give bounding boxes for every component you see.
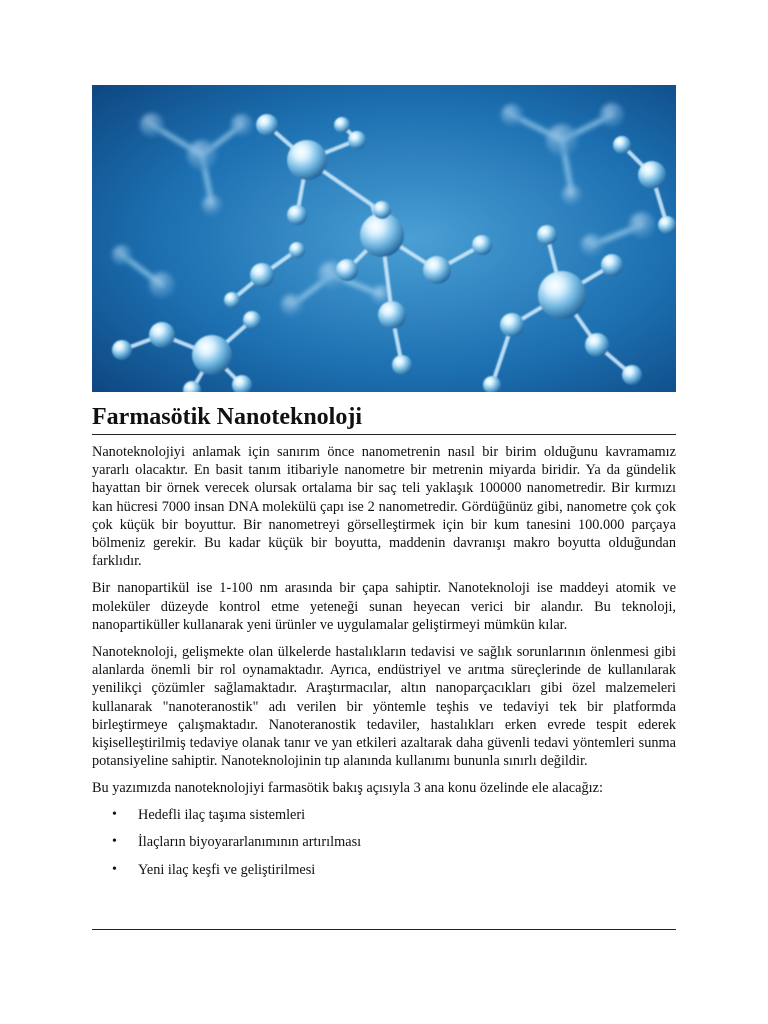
list-item-text: Yeni ilaç keşfi ve geliştirilmesi — [138, 861, 316, 878]
list-item-text: İlaçların biyoyararlanımının artırılması — [138, 834, 362, 851]
topics-intro-paragraph: Bu yazımızda nanoteknolojiyi farmasötik bakış açısıyla 3 ana konu özelinde ele alacağız: — [92, 780, 603, 797]
intro-paragraph: Nanoteknolojiyi anlamak için sanırım önce nanometrenin nasıl bir birim olduğunu kavramamız yararlı olacaktır. En basit tanım itibariyle nanometre bir metrenin miyarda biridir. Ya da gündelik hayattan bir örnek verecek olursak ortalama bir saç teli yaklaşık 100000 nanometredir. Bir kırmızı kan hücresi 7000 insan DNA molekülü çapı ise 2 nanometredir. Gördüğünüz gibi, nanometre çok çok çok küçük bir boyuttur. Bir nanometreyi görselleştirmek için bir kum tanesini 100.000 parçaya bölmeniz gerekir. Bu kadar küçük bir boyutta, maddenin davranışı makro boyutta olduğundan farklıdır. — [92, 444, 676, 570]
list-item — [92, 806, 676, 824]
molecule-hero-image — [92, 85, 676, 392]
list-item — [92, 861, 676, 879]
bullet-icon: • — [112, 861, 117, 877]
document-page — [92, 85, 676, 888]
nanoparticle-paragraph: Bir nanopartikül ise 1-100 nm arasında bir çapa sahiptir. Nanoteknoloji ise maddeyi atomik ve moleküler düzeyde kontrol etme yeteneği sunan heyecan verici bir alandır. Bu teknoloji, nanopartiküller kullanarak yeni ürünler ve uygulamalar geliştirmeyi mümkün kılar. — [92, 580, 676, 633]
article-title: Farmasötik Nanoteknoloji — [92, 402, 676, 435]
list-item-text: Hedefli ilaç taşıma sistemleri — [138, 806, 306, 823]
page-end-divider — [92, 929, 676, 930]
topics-list — [92, 806, 676, 879]
bullet-icon: • — [112, 834, 117, 850]
list-item — [92, 833, 676, 851]
applications-paragraph: Nanoteknoloji, gelişmekte olan ülkelerde hastalıkların tedavisi ve sağlık sorunlarının önlenmesi gibi alanlarda önemli bir rol oynamaktadır. Ayrıca, endüstriyel ve arıtma süreçlerinde de kullanılarak yenilikçi çözümler sağlamaktadır. Araştırmacılar, altın nanoparçacıkları gibi özel malzemeleri kullanarak "nanoteranostik" adı verilen bir yöntemle teşhis ve tedaviyi tek bir platformda birleştirmeye çalışmaktadır. Nanoteranostik tedaviler, hastalıkları erken evrede tespit ederek kişiselleştirilmiş tedaviye olanak tanır ve yan etkileri azaltarak daha güvenli tedavi yöntemleri sunma potansiyeline sahiptir. Nanoteknolojinin tıp alanında kullanımı bununla sınırlı değildir. — [92, 644, 676, 770]
bullet-icon: • — [112, 806, 117, 822]
